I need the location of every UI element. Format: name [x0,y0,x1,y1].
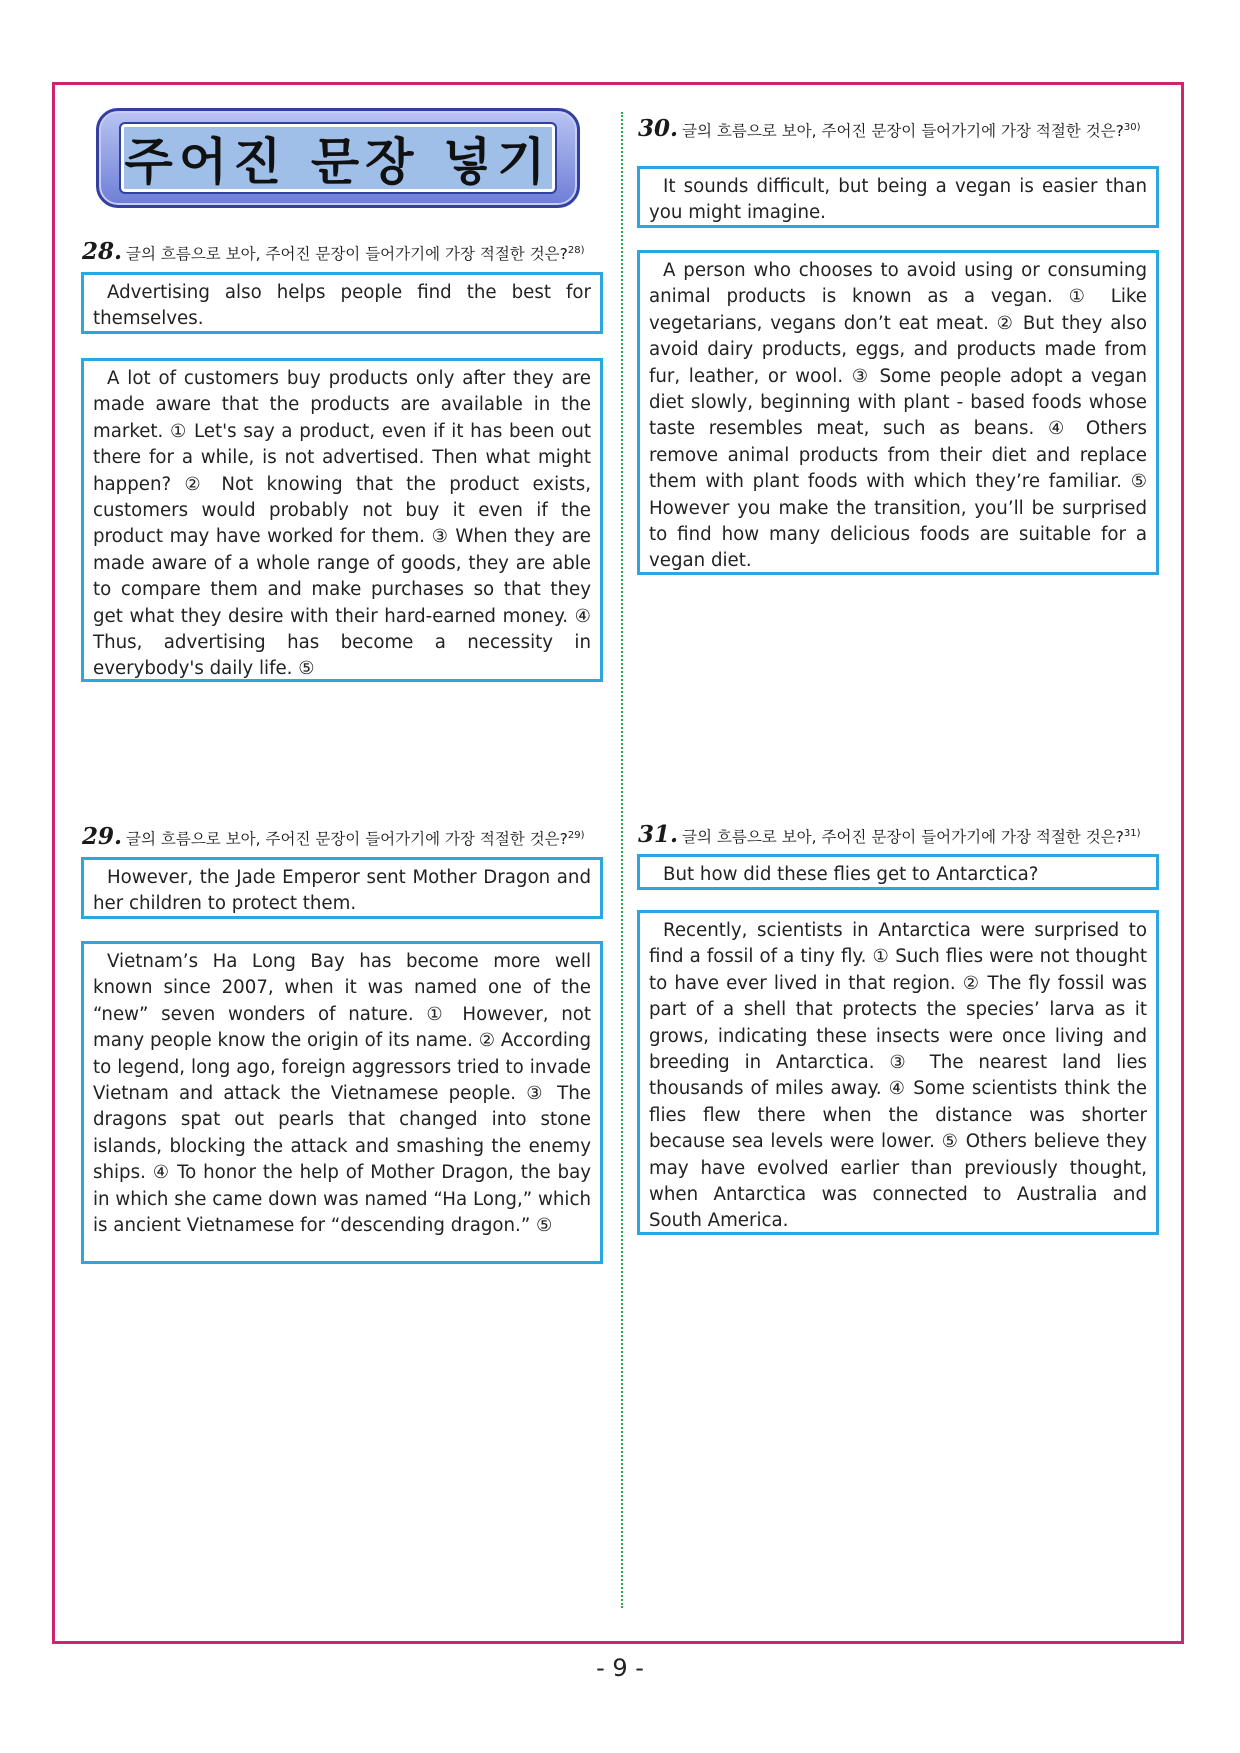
title-banner-inner [121,124,555,192]
question-29-header [82,823,585,851]
given-sentence-box: It sounds difficult, but being a vegan is easier than you might imagine. [637,166,1159,228]
page-number: - 9 - [596,1654,644,1682]
footnote-marker: 30) [1123,122,1141,133]
question-prompt: 글의 흐름으로 보아, 주어진 문장이 들어가기에 가장 적절한 것은? [126,830,568,849]
passage-box: Vietnam’s Ha Long Bay has become more well known since 2007, when it was named one of the “new” seven wonders of nature. ① However, not many people know the origin of its name. ② According to legend, long ago, foreign aggressors tried to invade Vietnam and attack the Vietnamese people. ③ The dragons spat out pearls that changed into stone islands, blocking the attack and smashing the enemy ships. ④ To honor the help of Mother Dragon, the bay in which she came down was named “Ha Long,” which is ancient Vietnamese for “descending dragon.” ⑤ [81,941,603,1264]
question-number: 31. [638,821,679,849]
question-number: 30. [638,115,679,143]
given-sentence-box: But how did these flies get to Antarctica? [637,854,1159,890]
passage-box: A lot of customers buy products only after they are made aware that the products are available in the market. ① Let's say a product, even if it has been out there for a while, is not advertised. Then what might happen? ② Not knowing that the product exists, customers would probably not buy it even if the product may have worked for them. ③ When they are made aware of a whole range of goods, they are able to compare them and make purchases so that they get what they desire with their hard-earned money. ④ Thus, advertising has become a necessity in everybody's daily life. ⑤ [81,358,603,682]
question-prompt: 글의 흐름으로 보아, 주어진 문장이 들어가기에 가장 적절한 것은? [126,245,568,264]
footnote-marker: 29) [567,830,585,841]
given-sentence-box: However, the Jade Emperor sent Mother Dragon and her children to protect them. [81,857,603,919]
passage-box: Recently, scientists in Antarctica were surprised to find a fossil of a tiny fly. ① Such flies were not thought to have ever lived in that region. ② The fly fossil was part of a shell that protects the species’ larva as it grows, indicating these insects were once living and breeding in Antarctica. ③ The nearest land lies thousands of miles away. ④ Some scientists think the flies flew there when the distance was shorter because sea levels were lower. ⑤ Others believe they may have evolved earlier than previously thought, when Antarctica was connected to Australia and South America. [637,910,1159,1235]
question-prompt: 글의 흐름으로 보아, 주어진 문장이 들어가기에 가장 적절한 것은? [682,828,1124,847]
question-number: 29. [82,823,123,851]
given-sentence-box: Advertising also helps people find the best for themselves. [81,272,603,334]
title-banner [96,108,580,208]
page-title: 주어진 문장 넣기 [124,133,552,191]
footnote-marker: 28) [567,245,585,256]
passage-box: A person who chooses to avoid using or consuming animal products is known as a vegan. ① Like vegetarians, vegans don’t eat meat. ② But they also avoid dairy products, eggs, and products made from fur, leather, or wool. ③ Some people adopt a vegan diet slowly, beginning with plant - based foods whose taste resembles meat, such as beans. ④ Others remove animal products from their diet and replace them with plant foods with which they’re familiar. ⑤ However you make the transition, you’ll be surprised to find how many delicious foods are suitable for a vegan diet. [637,250,1159,575]
question-28-header [82,238,585,266]
footnote-marker: 31) [1123,828,1141,839]
question-31-header [638,821,1141,849]
question-30-header [638,115,1158,143]
question-prompt: 글의 흐름으로 보아, 주어진 문장이 들어가기에 가장 적절한 것은? [682,122,1124,141]
question-number: 28. [82,238,123,266]
column-divider [621,112,623,1608]
